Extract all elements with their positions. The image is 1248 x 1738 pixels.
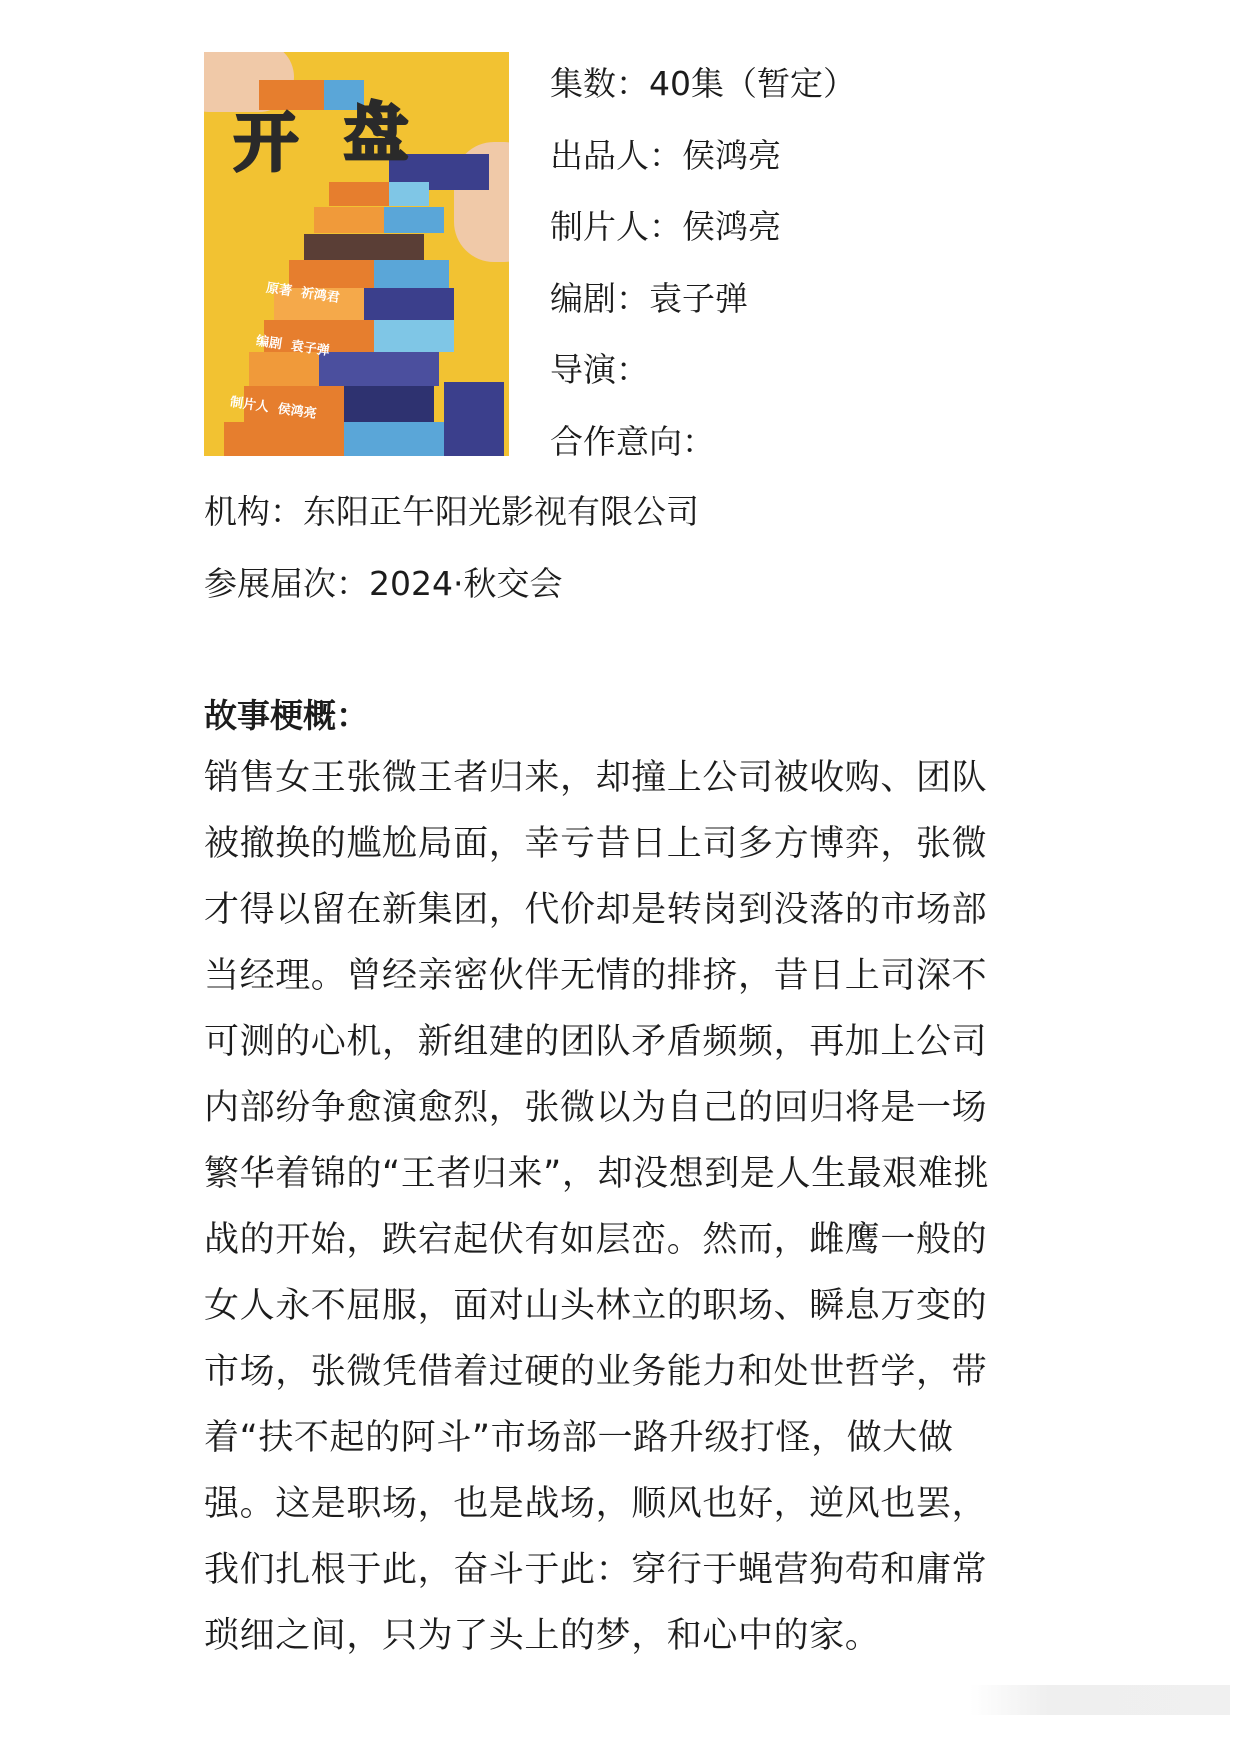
organization-row — [204, 490, 699, 534]
synopsis-line: 被撤换的尴尬局面，幸亏昔日上司多方博弈，张微 — [204, 824, 988, 864]
credit-name: 祈鸿君 — [299, 285, 341, 307]
synopsis-line: 内部纷争愈演愈烈，张微以为自己的回归将是一场 — [204, 1088, 988, 1128]
poster-block — [249, 352, 319, 386]
credit-name: 侯鸿亮 — [276, 401, 318, 422]
blurred-watermark — [970, 1685, 1230, 1715]
poster-title-char: 盘 — [344, 97, 408, 171]
synopsis-body — [204, 745, 1064, 1669]
episodes-field: 集数：40集（暂定） — [550, 64, 856, 103]
synopsis-line: 琐细之间，只为了头上的梦，和心中的家。 — [204, 1616, 881, 1656]
credit-label: 编剧 — [255, 333, 283, 353]
synopsis-line: 市场，张微凭借着过硬的业务能力和处世哲学，带 — [204, 1352, 988, 1392]
poster-block — [364, 288, 454, 320]
poster-block — [384, 207, 444, 233]
synopsis-line: 着“扶不起的阿斗”市场部一路升级打怪，做大做 — [204, 1418, 954, 1458]
poster-block — [224, 422, 344, 456]
poster-block — [374, 260, 449, 288]
synopsis-line: 强。这是职场，也是战场，顺风也好，逆风也罢， — [204, 1484, 988, 1524]
project-meta — [550, 48, 856, 477]
synopsis-line: 当经理。曾经亲密伙伴无情的排挤，昔日上司深不 — [204, 956, 988, 996]
producer-field: 出品人：侯鸿亮 — [550, 135, 781, 175]
synopsis-heading: 故事梗概： — [204, 696, 369, 735]
cooperation-field: 合作意向： — [550, 421, 715, 461]
credit-label: 原著 — [265, 280, 293, 300]
exhibition-row — [204, 562, 562, 606]
organization-field: 机构：东阳正午阳光影视有限公司 — [204, 492, 699, 531]
synopsis-line: 繁华着锦的“王者归来”，却没想到是人生最艰难挑 — [204, 1154, 990, 1194]
poster-title-char: 开 — [234, 107, 298, 181]
credit-label: 制片人 — [229, 394, 270, 416]
synopsis-line: 可测的心机，新组建的团队矛盾频频，再加上公司 — [204, 1022, 988, 1062]
exhibition-field: 参展届次：2024·秋交会 — [204, 564, 563, 603]
synopsis-line: 才得以留在新集团，代价却是转岗到没落的市场部 — [204, 890, 988, 930]
poster-block — [319, 352, 439, 386]
line-producer-field: 制片人：侯鸿亮 — [550, 207, 781, 246]
drama-poster — [204, 52, 509, 456]
poster-block — [344, 386, 434, 422]
synopsis-line: 战的开始，跌宕起伏有如层峦。然而，雌鹰一般的 — [204, 1220, 988, 1260]
synopsis-line: 销售女王张微王者归来，却撞上公司被收购、团队 — [204, 758, 988, 798]
director-field: 导演： — [550, 350, 649, 389]
poster-block — [329, 182, 389, 206]
poster-block — [314, 207, 384, 233]
synopsis-line: 女人永不屈服，面对山头林立的职场、瞬息万变的 — [204, 1286, 988, 1326]
poster-block — [389, 182, 429, 206]
poster-block — [374, 320, 454, 352]
screenwriter-field: 编剧：袁子弹 — [550, 278, 748, 318]
poster-block — [444, 382, 504, 456]
poster-block — [344, 422, 454, 456]
credit-name: 袁子弹 — [289, 338, 331, 360]
poster-block — [304, 234, 424, 260]
synopsis-line: 我们扎根于此，奋斗于此：穿行于蝇营狗苟和庸常 — [204, 1550, 988, 1590]
